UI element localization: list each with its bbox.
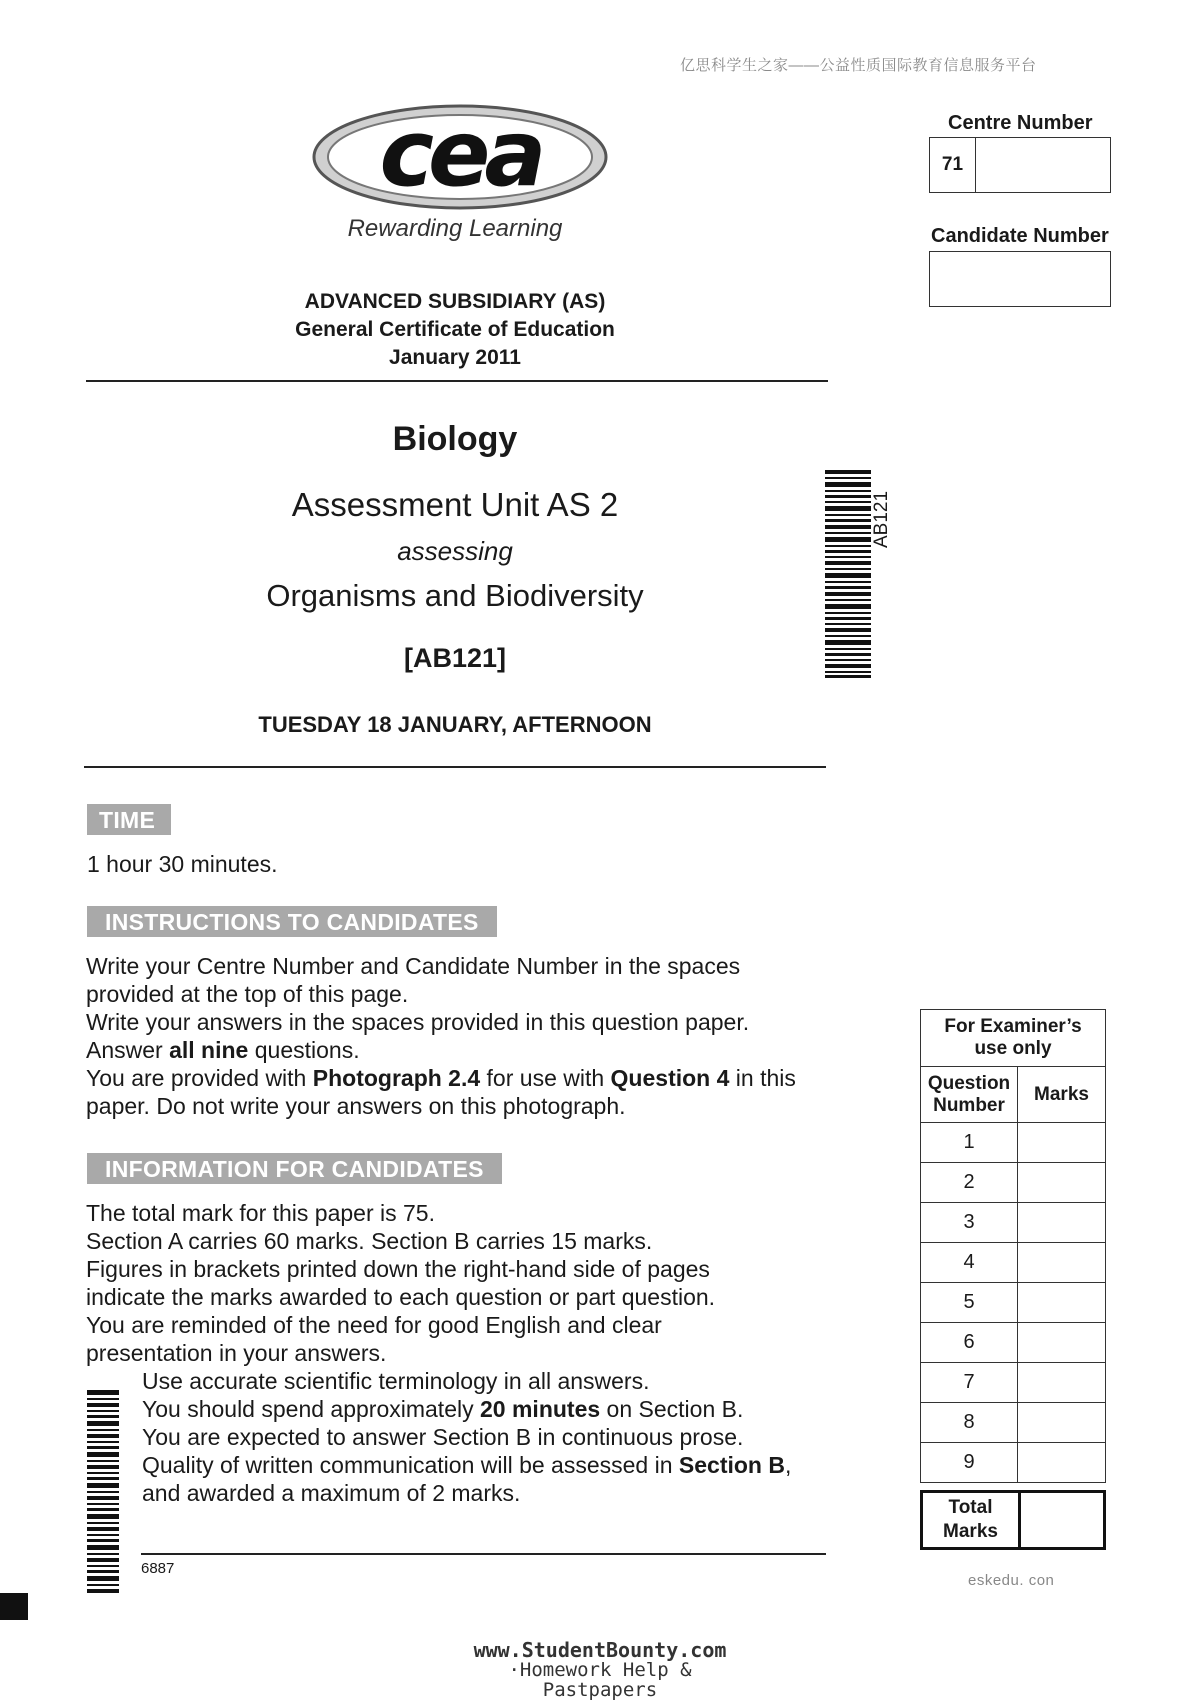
subject-title: Biology bbox=[392, 420, 518, 458]
question-number: 7 bbox=[921, 1363, 1018, 1403]
information-line: Section A carries 60 marks. Section B carries 15 marks. bbox=[86, 1228, 653, 1254]
centre-number-prefix: 71 bbox=[930, 138, 976, 192]
information-line: presentation in your answers. bbox=[86, 1340, 387, 1366]
qualification-level: ADVANCED SUBSIDIARY (AS) bbox=[304, 290, 606, 313]
information-line: Quality of written communication will be assessed in Section B, bbox=[142, 1452, 792, 1478]
total-marks-cell[interactable] bbox=[1021, 1493, 1103, 1547]
table-row bbox=[921, 1403, 1106, 1443]
instruction-line: paper. Do not write your answers on this photograph. bbox=[86, 1093, 626, 1119]
information-line: Use accurate scientific terminology in all answers. bbox=[142, 1368, 650, 1394]
total-marks-label: Total Marks bbox=[923, 1493, 1021, 1547]
question-number: 9 bbox=[921, 1443, 1018, 1483]
qualification-block bbox=[85, 288, 825, 372]
information-heading: INFORMATION FOR CANDIDATES bbox=[87, 1153, 502, 1184]
table-row bbox=[921, 1283, 1106, 1323]
table-row bbox=[921, 1323, 1106, 1363]
header-divider bbox=[86, 380, 828, 382]
table-row bbox=[921, 1123, 1106, 1163]
centre-number-label: Centre Number bbox=[948, 112, 1093, 134]
studentbounty-tagline: ·Homework Help & Pastpapers bbox=[508, 1659, 692, 1701]
studentbounty-watermark[interactable] bbox=[450, 1640, 750, 1700]
instructions-heading: INSTRUCTIONS TO CANDIDATES bbox=[87, 906, 497, 937]
marks-header: Marks bbox=[1018, 1067, 1106, 1123]
barcode-label: AB121 bbox=[871, 490, 892, 548]
qualification-title: General Certificate of Education bbox=[295, 318, 615, 341]
studentbounty-url[interactable]: www.StudentBounty.com bbox=[473, 1638, 727, 1662]
information-line: and awarded a maximum of 2 marks. bbox=[142, 1480, 521, 1506]
information-body bbox=[86, 1199, 846, 1507]
information-line: You are expected to answer Section B in continuous prose. bbox=[142, 1424, 744, 1450]
table-row bbox=[921, 1443, 1106, 1483]
table-row bbox=[921, 1163, 1106, 1203]
instruction-line: Answer all nine questions. bbox=[86, 1037, 360, 1063]
title-divider bbox=[84, 766, 826, 768]
information-line: The total mark for this paper is 75. bbox=[86, 1200, 435, 1226]
centre-number-field[interactable] bbox=[929, 137, 1111, 193]
unit-title: Assessment Unit AS 2 bbox=[291, 486, 619, 523]
question-number: 6 bbox=[921, 1323, 1018, 1363]
question-number-header: Question Number bbox=[921, 1067, 1018, 1123]
unit-topic: Organisms and Biodiversity bbox=[266, 578, 644, 613]
tagline: Rewarding Learning bbox=[347, 215, 563, 242]
watermark-text: 亿思科学生之家——公益性质国际教育信息服务平台 bbox=[680, 57, 1037, 74]
instructions-body bbox=[86, 952, 846, 1120]
cea-logo bbox=[310, 102, 610, 212]
candidate-number-field[interactable] bbox=[929, 251, 1111, 307]
marks-cell[interactable] bbox=[1018, 1283, 1106, 1323]
registration-mark bbox=[0, 1593, 28, 1620]
examiner-table bbox=[920, 1009, 1106, 1483]
marks-cell[interactable] bbox=[1018, 1363, 1106, 1403]
total-marks-box bbox=[920, 1490, 1106, 1550]
barcode-icon bbox=[825, 470, 871, 678]
marks-cell[interactable] bbox=[1018, 1323, 1106, 1363]
marks-cell[interactable] bbox=[1018, 1163, 1106, 1203]
time-heading: TIME bbox=[87, 804, 171, 835]
marks-cell[interactable] bbox=[1018, 1443, 1106, 1483]
table-row bbox=[921, 1203, 1106, 1243]
paper-code: [AB121] bbox=[403, 643, 507, 673]
marks-cell[interactable] bbox=[1018, 1243, 1106, 1283]
information-line: You are reminded of the need for good English and clear bbox=[86, 1312, 662, 1338]
logo-letters: cea bbox=[379, 102, 541, 207]
information-line: Figures in brackets printed down the right-hand side of pages bbox=[86, 1256, 710, 1282]
instruction-line: Write your Centre Number and Candidate Number in the spaces bbox=[86, 953, 741, 979]
marks-cell[interactable] bbox=[1018, 1403, 1106, 1443]
footer-divider bbox=[141, 1553, 826, 1555]
information-line: You should spend approximately 20 minutes on Section B. bbox=[142, 1396, 744, 1422]
question-number: 5 bbox=[921, 1283, 1018, 1323]
exam-date: TUESDAY 18 JANUARY, AFTERNOON bbox=[258, 712, 652, 737]
instruction-line: You are provided with Photograph 2.4 for use with Question 4 in this bbox=[86, 1065, 796, 1091]
marks-cell[interactable] bbox=[1018, 1123, 1106, 1163]
question-number: 4 bbox=[921, 1243, 1018, 1283]
table-row bbox=[921, 1243, 1106, 1283]
paper-reference: 6887 bbox=[141, 1560, 175, 1577]
marks-cell[interactable] bbox=[1018, 1203, 1106, 1243]
centre-number-entry[interactable] bbox=[976, 138, 1110, 192]
assessing-label: assessing bbox=[397, 536, 513, 566]
examiner-table-title: For Examiner’s use only bbox=[921, 1010, 1106, 1067]
question-number: 1 bbox=[921, 1123, 1018, 1163]
candidate-number-label: Candidate Number bbox=[931, 225, 1109, 247]
watermark-eskedu: eskedu. con bbox=[968, 1572, 1055, 1589]
time-text: 1 hour 30 minutes. bbox=[87, 851, 278, 877]
question-number: 3 bbox=[921, 1203, 1018, 1243]
information-line: indicate the marks awarded to each question or part question. bbox=[86, 1284, 716, 1310]
instruction-line: Write your answers in the spaces provided in this question paper. bbox=[86, 1009, 750, 1035]
exam-session: January 2011 bbox=[389, 346, 521, 369]
side-barcode-icon bbox=[87, 1390, 119, 1593]
question-number: 2 bbox=[921, 1163, 1018, 1203]
instruction-line: provided at the top of this page. bbox=[86, 981, 409, 1007]
table-row bbox=[921, 1363, 1106, 1403]
question-number: 8 bbox=[921, 1403, 1018, 1443]
